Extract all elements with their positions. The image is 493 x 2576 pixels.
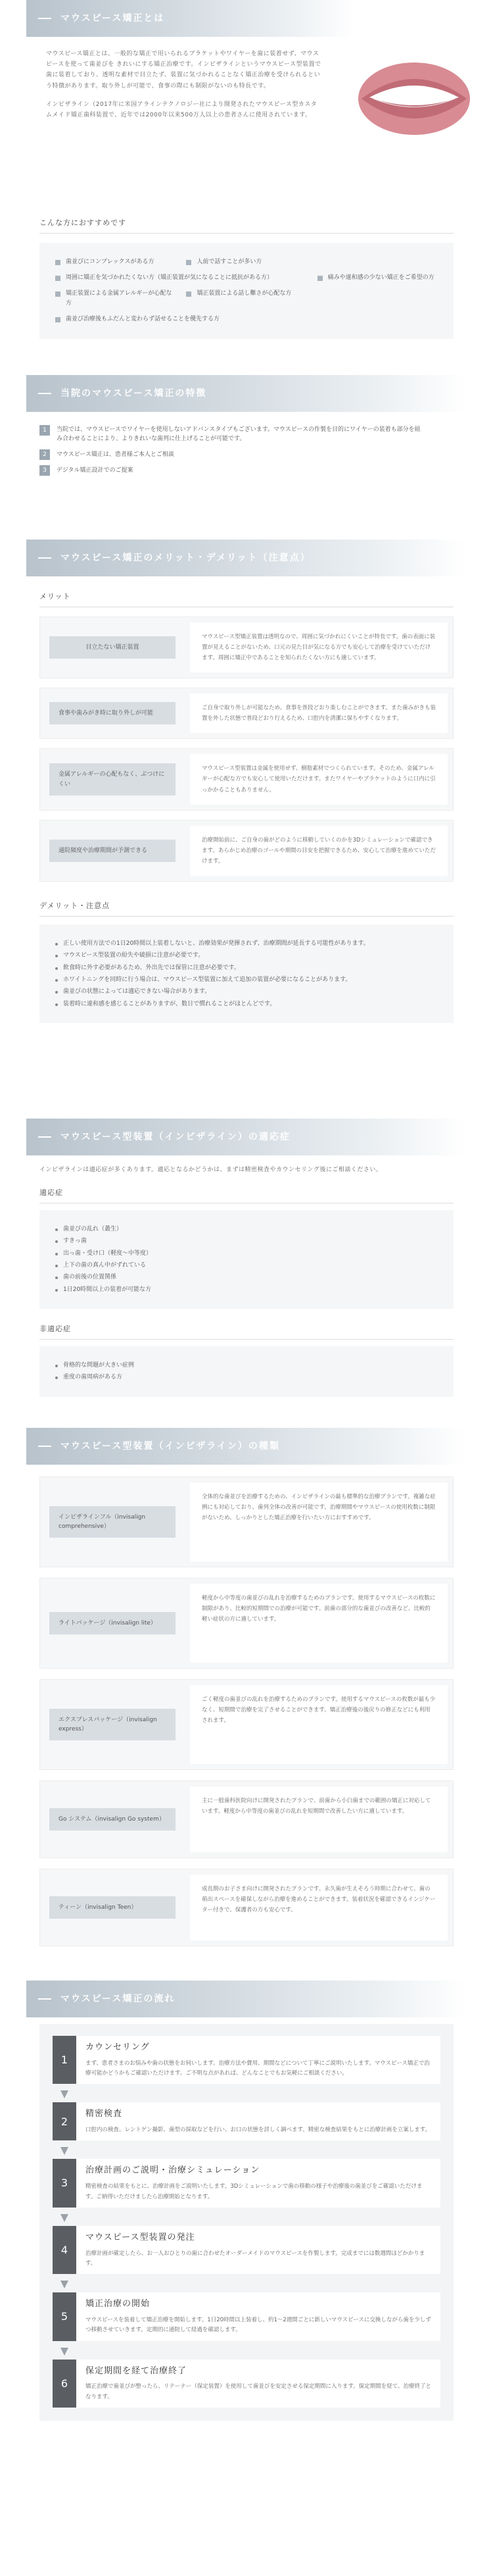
bullet-icon [55, 979, 58, 982]
intro-title: マウスピース矯正とは [60, 13, 165, 24]
bullet-icon [55, 1289, 58, 1292]
flow-step: 1 カウンセリング まず、患者さまのお悩みや歯の状態をお伺いします。治療方法や費用、期間などについて丁寧にご説明いたします。マウスピース矯正で治療可能かどうかもご確認いただけます。ご不明な点があれば、どんなことでもお気軽にご相談ください。 [53, 2036, 440, 2084]
type-card: ティーン（invisalign Teen） 成長期のお子さま向けに開発されたプランです。永久歯が生えそろう時期に合わせて、歯の萌出スペースを確保しながら治療を進めることができます。装着状況を確認できるインジケーター付きで、保護者の方も安心です。 [39, 1869, 454, 1946]
merit-card: 目立たない矯正装置 マウスピース型矯正装置は透明なので、周囲に気づかれにくいことが特長です。歯の表面に装置が見えることがないため、口元の見た目が気になる方でも安心して治療を受けていただけます。周囲に矯正中であることを知られたくない方にも適しています。 [39, 617, 454, 678]
demerit-item: 装着時に違和感を感じることがありますが、数日で慣れることがほとんどです。 [55, 999, 438, 1009]
bullet-icon [55, 1276, 58, 1279]
flow-step: 4 マウスピース型装置の発注 治療計画が確定したら、お一人おひとりの歯に合わせたオーダーメイドのマウスピースを作製します。完成までには数週間ほどかかります。 [53, 2226, 440, 2274]
feature-number: 3 [39, 465, 50, 476]
recommend-item: 矯正装置による話し難さが心配な方 [186, 289, 438, 308]
feature-number: 1 [39, 425, 50, 436]
checkbox-icon [55, 260, 60, 265]
ng-list: 骨格的な問題が大きい症例 重度の歯周病がある方 [39, 1346, 454, 1397]
bullet-icon [55, 1376, 58, 1379]
type-card: ライトパッケージ（invisalign lite） 軽度から中等度の歯並びの乱れを治療するためのプランです。使用するマウスピースの枚数に制限があり、比較的短期間での治療が可能です。前歯の部分的な歯並びの改善など、比較的軽い症状の方に適しています。 [39, 1578, 454, 1669]
bullet-icon [55, 1240, 58, 1243]
merit-card: 金属アレルギーの心配もなく、ぶつけにくい マウスピース型装置は金属を使用せず、樹脂素材でつくられています。そのため、金属アレルギーが心配な方でも安心して使用いただけます。またワイヤーやブラケットのように口内に引っかかることもありません。 [39, 748, 454, 810]
arrow-down-icon [60, 2147, 68, 2155]
indication-header [26, 1119, 467, 1155]
recommend-heading: こんな方におすすめです [39, 217, 454, 234]
ok-heading: 適応症 [39, 1187, 454, 1203]
flow-step: 6 保定期間を経て治療終了 矯正治療で歯並びが整ったら、リテーナー（保定装置）を使用して歯並びを安定させる保定期間に入ります。保定期間を経て、治療終了となります。 [53, 2360, 440, 2408]
recommend-item: 痛みや違和感の少ない矯正をご希望の方 [317, 273, 438, 282]
arrow-down-icon [60, 2348, 68, 2356]
demerit-list [39, 924, 454, 1023]
checkbox-icon [317, 276, 323, 281]
flow-header [26, 1981, 467, 2017]
demerit-heading: デメリット・注意点 [39, 900, 454, 917]
recommend-list [39, 243, 454, 339]
arrow-down-icon [60, 2214, 68, 2222]
indication-title: マウスピース型装置（インビザライン）の適応症 [60, 1131, 291, 1142]
checkbox-icon [55, 317, 60, 322]
type-card: Go システム（invisalign Go system） 主に一般歯科医院向けに開発されたプランで、前歯から小臼歯までの範囲の矯正に対応しています。軽度から中等度の歯並びの乱れを短期間で改善したい方に適しています。 [39, 1780, 454, 1858]
recommend-item: 矯正装置による金属アレルギーが心配な方 [55, 289, 176, 308]
header-bar-icon [38, 1998, 51, 2000]
intro-paragraph-1: マウスピース矯正とは、一般的な矯正で用いられるブラケットやワイヤーを歯に装着せず、マウスピースを使って歯並びを きれいにする矯正治療です。インビザラインというマウスピース型装置で歯に装着しており、透明な素材で目立たず、装置に気づかれることなく矯正治療を受けられるという特徴があります。取り外しが可能で、食事の際にも制限がないのも特長です。 [46, 51, 321, 89]
merits-title: マウスピース矯正のメリット・デメリット（注意点） [60, 552, 311, 563]
merit-card: 食事や歯みがき時に取り外しが可能 ご自身で取り外しが可能なため、食事を普段どおり楽しむことができます。また歯みがきも装置を外した状態で普段どおり行えるため、口腔内を清潔に保ちやすくなります。 [39, 688, 454, 739]
header-bar-icon [38, 557, 51, 559]
merit-heading: メリット [39, 591, 454, 607]
bullet-icon [55, 955, 58, 957]
flow-step: 5 矯正治療の開始 マウスピースを装着して矯正治療を開始します。1日20時間以上装着し、約1〜2週間ごとに新しいマウスピースに交換しながら歯を少しずつ移動させていきます。定期的に通院して経過を確認します。 [53, 2292, 440, 2340]
checkbox-icon [55, 291, 60, 297]
flow-step: 3 治療計画のご説明・治療シミュレーション 精密検査の結果をもとに、治療計画をご説明いたします。3Dシミュレーションで歯の移動の様子や治療後の歯並びをご確認いただけます。ご納得いただけましたら治療開始となります。 [53, 2159, 440, 2207]
ok-list: 歯並びの乱れ（叢生） すきっ歯 出っ歯・受け口（軽度〜中等度） 上下の歯の真ん中がずれている 歯の前後の位置関係 1日20時間以上の装着が可能な方 [39, 1210, 454, 1309]
types-title: マウスピース型装置（インビザライン）の種類 [60, 1440, 280, 1452]
types-header [26, 1428, 467, 1465]
demerit-item: 歯並びの状態によっては適応できない場合があります。 [55, 987, 438, 996]
features-list [39, 425, 454, 476]
ng-heading: 非適応症 [39, 1323, 454, 1340]
bullet-icon [55, 1253, 58, 1255]
demerit-item: マウスピース型装置の紛失や破損に注意が必要です。 [55, 951, 438, 960]
checkbox-icon [186, 291, 191, 297]
recommend-item: 人前で話すことが多い方 [186, 257, 306, 266]
bullet-icon [55, 967, 58, 970]
bullet-icon [55, 943, 58, 946]
recommend-item: 歯並び治療後もふだんと変わらず話せることを優先する方 [55, 315, 438, 324]
feature-item: 2 マウスピース矯正は、患者様ご本人とご相談 [39, 449, 454, 460]
bullet-icon [55, 1365, 58, 1367]
feature-item: 1 当院では、マウスピースでワイヤーを使用しないアドバンスタイプもございます。マウスピースの作製を目的にワイヤーの装着も部分を組み合わせることにより、よりきれいな歯列に仕上げることが可能です。 [39, 425, 454, 444]
header-bar-icon [38, 1446, 51, 1447]
intro-paragraph-2: インビザライン（2017年に米国アラインテクノロジー社により開発されたマウスピース型カスタムメイド矯正歯科装置で、近年では2000年以来500万人以上の患者さんに使用されています。 [46, 101, 317, 118]
features-header [26, 375, 467, 412]
recommend-item [317, 257, 438, 266]
merits-header [26, 540, 467, 576]
feature-number: 2 [39, 449, 50, 460]
merit-card: 通院頻度や治療期間が予測できる 治療開始前に、ご自身の歯がどのように移動していくのかを3Dシミュレーションで確認できます。あらかじめ治療のゴールや期間の目安を把握できるため、安心して治療を進めていただけます。 [39, 820, 454, 882]
bullet-icon [55, 1003, 58, 1006]
recommend-item: 歯並びにコンプレックスがある方 [55, 257, 176, 266]
bullet-icon [55, 1228, 58, 1231]
header-bar-icon [38, 18, 51, 19]
intro-header [26, 0, 355, 37]
features-title: 当院のマウスピース矯正の特徴 [60, 388, 207, 399]
demerit-item: 正しい使用方法での1日20時間以上装着しないと、治療効果が発揮されず、治療期間が延長する可能性があります。 [55, 939, 438, 948]
flow-title: マウスピース矯正の流れ [60, 1993, 176, 2004]
arrow-down-icon [60, 2281, 68, 2288]
demerit-item: 飲食時に外す必要があるため、外出先では保管に注意が必要です。 [55, 963, 438, 972]
demerit-item: ホワイトニングを同時に行う場合は、マウスピース型装置に加えて追加の装置が必要になることがあります。 [55, 975, 438, 984]
header-bar-icon [38, 393, 51, 394]
flow-steps [39, 2024, 454, 2421]
checkbox-icon [186, 260, 191, 265]
bullet-icon [55, 991, 58, 994]
type-card: インビザラインフル（invisalign comprehensive） 全体的な歯並びを治療するための、インビザラインの最も標準的な治療プランです。複雑な症例にも対応しており、歯列全体の改善が可能です。治療期間やマウスピースの使用枚数に制限がないため、しっかりとした矯正治療を行いたい方におすすめです。 [39, 1477, 454, 1567]
bullet-icon [55, 1265, 58, 1267]
recommend-item: 周囲に矯正を気づかれたくない方（矯正装置が気になることに抵抗がある方） [55, 273, 307, 282]
indication-intro: インビザラインは適応症が多くあります。適応となるかどうかは、まずは精密検査やカウンセリング後にご相談ください。 [39, 1167, 383, 1173]
header-bar-icon [38, 1136, 51, 1138]
flow-step: 2 精密検査 口腔内の検査、レントゲン撮影、歯型の採取などを行い、お口の状態を詳しく調べます。精密な検査結果をもとに治療計画を立案します。 [53, 2102, 440, 2140]
feature-item: 3 デジタル矯正設計でのご提案 [39, 465, 454, 476]
smile-image [355, 39, 473, 158]
arrow-down-icon [60, 2090, 68, 2098]
checkbox-icon [55, 276, 60, 281]
type-card: エクスプレスパッケージ（invisalign express） ごく軽度の歯並びの乱れを治療するためのプランです。使用するマウスピースの枚数が最も少なく、短期間で治療を完了させることができます。矯正治療後の後戻りの修正などにも利用されます。 [39, 1679, 454, 1770]
